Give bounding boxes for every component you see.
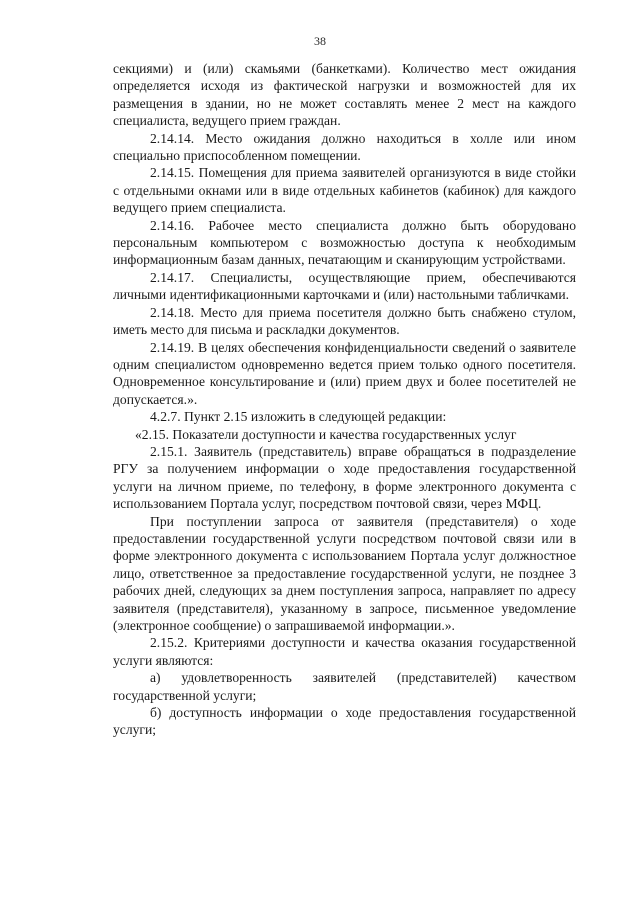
paragraph-2-14-14: 2.14.14. Место ожидания должно находиться в холле или ином специально приспособленном помещении. — [113, 130, 576, 164]
paragraph-2-14-19: 2.14.19. В целях обеспечения конфиденциальности сведений о заявителе одним специалистом одновременно ведется прием только одного посетителя. Одновременное консультирование и (или) прием двух и более посетителей не допускается.». — [113, 339, 576, 407]
list-item-a: а) удовлетворенность заявителей (представителей) качеством государственной услуги; — [113, 670, 576, 703]
paragraph-2-15-1: 2.15.1. Заявитель (представитель) вправе обращаться в подразделение РГУ за получением информации о ходе предоставления государственной услуги на личном приеме, по телефону, в форме электронного документа с использованием Портала услуг, посредством почтовой связи, через МФЦ. — [113, 443, 576, 512]
paragraph-4-2-7: 4.2.7. Пункт 2.15 изложить в следующей редакции: — [150, 409, 447, 425]
paragraph-2-14-18: 2.14.18. Место для приема посетителя должно быть снабжено стулом, иметь место для письма и раскладки документов. — [113, 304, 576, 338]
paragraph-2-14-17: 2.14.17. Специалисты, осуществляющие прием, обеспечиваются личными идентификационными карточками и (или) настольными табличками. — [113, 269, 576, 303]
paragraph-2-14-15: 2.14.15. Помещения для приема заявителей организуются в виде стойки с отдельными окнами или в виде отдельных кабинетов (кабинок) для каждого ведущего прием специалиста. — [113, 165, 576, 216]
document-body — [113, 60, 576, 739]
paragraph-2-15-heading: «2.15. Показатели доступности и качества государственных услуг — [135, 426, 517, 442]
paragraph-2-14-16: 2.14.16. Рабочее место специалиста должно быть оборудовано персональным компьютером с возможностью доступа к необходимым информационным базам данных, печатающим и сканирующим устройствами. — [113, 217, 576, 268]
paragraph-continuation: секциями) и (или) скамьями (банкетками). Количество мест ожидания определяется исходя из фактической нагрузки и возможностей для их размещения в здании, но не может составлять менее 2 мест на каждого специалиста, ведущего прием граждан. — [113, 61, 576, 129]
page-number: 38 — [314, 34, 326, 48]
paragraph-2-15-1-continued: При поступлении запроса от заявителя (представителя) о ходе предоставлении государственной услуги посредством почтовой связи или в форме электронного документа с использованием Портала услуг должностное лицо, ответственное за предоставление государственной услуги, не позднее 3 рабочих дней, следующих за днем поступления запроса, направляет по адресу заявителя (представителя), указанному в запросе, письменное уведомление (электронное сообщение) о запрашиваемой информации.». — [113, 513, 576, 633]
paragraph-2-15-2: 2.15.2. Критериями доступности и качества оказания государственной услуги являются: — [113, 635, 576, 668]
list-item-b: б) доступность информации о ходе предоставления государственной услуги; — [113, 705, 576, 738]
